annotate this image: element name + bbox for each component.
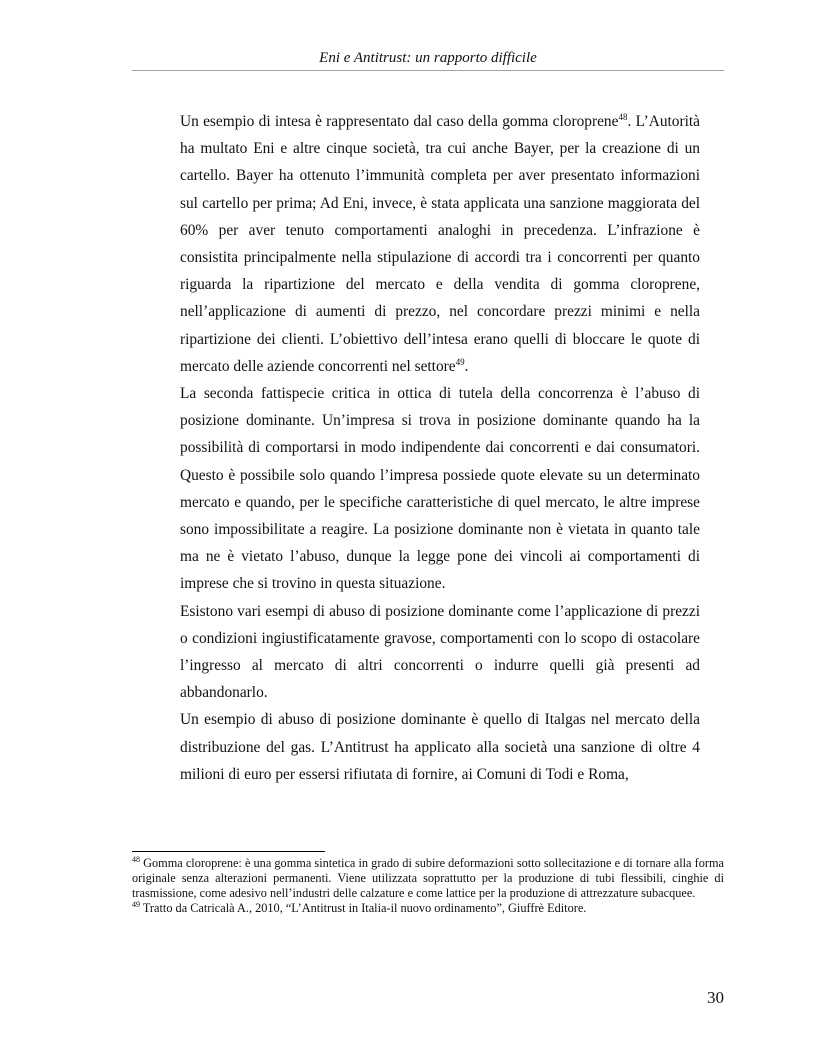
paragraph-intesa [180, 108, 700, 380]
footnotes [132, 856, 724, 916]
paragraph-text: Un esempio di intesa è rappresentato dal caso della gomma cloroprene [180, 113, 619, 130]
footnote-ref-48[interactable]: 48 [618, 112, 628, 122]
paragraph-italgas: Un esempio di abuso di posizione dominante è quello di Italgas nel mercato della distribuzione del gas. L’Antitrust ha applicato alla società una sanzione di oltre 4 milioni di euro per essersi rifiutata di fornire, ai Comuni di Todi e Roma, [180, 711, 700, 783]
footnote-ref-49[interactable]: 49 [455, 356, 465, 367]
footnote-49 [132, 901, 724, 916]
footnote-48 [132, 856, 724, 901]
running-header: Eni e Antitrust: un rapporto difficile [319, 50, 537, 66]
paragraph-esempi: Esistono vari esempi di abuso di posizione dominante come l’applicazione di prezzi o condizioni ingiustificatamente gravose, comportamenti con lo scopo di ostacolare l’ingresso al mercato di altri concorrenti o indurre quelli già presenti ad abbandonarlo. [180, 602, 700, 702]
body-text [180, 108, 700, 788]
paragraph-text: . [464, 357, 469, 375]
header-divider [132, 70, 724, 71]
footnote-number: 49 [132, 900, 140, 909]
footnote-text: Gomma cloroprene: è una gomma sintetica in grado di subire deformazioni sotto sollecitazione e di tornare alla forma originale senza alterazioni permanenti. Viene utilizzata soprattutto per la produzione di tubi flessibili, cinghie di trasmissione, come adesivo nell’industri delle calzature e come lattice per la produzione di attrezzature subacquee. [132, 856, 724, 900]
paragraph-text: . L’Autorità ha multato Eni e altre cinque società, tra cui anche Bayer, per la creazione di un cartello. Bayer ha ottenuto l’immunità completa per aver presentato informazioni sul cartello per prima; Ad Eni, invece, è stata applicata una sanzione maggiorata del 60% per aver tenuto comportamenti analoghi in precedenza. L’infrazione è consistita principalmente nella stipulazione di accordi tra i concorrenti per quanto riguarda la ripartizione del mercato e della vendita di gomma cloroprene, nell’applicazione di aumenti di prezzo, nel concordare prezzi minimi e nella ripartizione dei clienti. L’obiettivo dell’intesa erano quelli di bloccare le quote di mercato delle aziende concorrenti nel settore [180, 113, 700, 375]
footnote-text: Tratto da Catricalà A., 2010, “L’Antitrust in Italia-il nuovo ordinamento”, Giuffrè Editore. [140, 901, 587, 915]
footnote-divider [132, 851, 325, 852]
page-number: 30 [707, 988, 724, 1007]
footnote-number: 48 [132, 855, 140, 864]
paragraph-abuso: La seconda fattispecie critica in ottica di tutela della concorrenza è l’abuso di posizione dominante. Un’impresa si trova in posizione dominante quando ha la possibilità di comportarsi in modo indipendente dai concorrenti e dai consumatori. Questo è possibile solo quando l’impresa possiede quote elevate su un determinato mercato e quando, per le specifiche caratteristiche di quel mercato, le altre imprese sono impossibilitate a reagire. La posizione dominante non è vietata in quanto tale ma ne è vietato l’abuso, dunque la legge pone dei vincoli ai comportamenti di imprese che si trovino in questa situazione. [180, 385, 700, 593]
